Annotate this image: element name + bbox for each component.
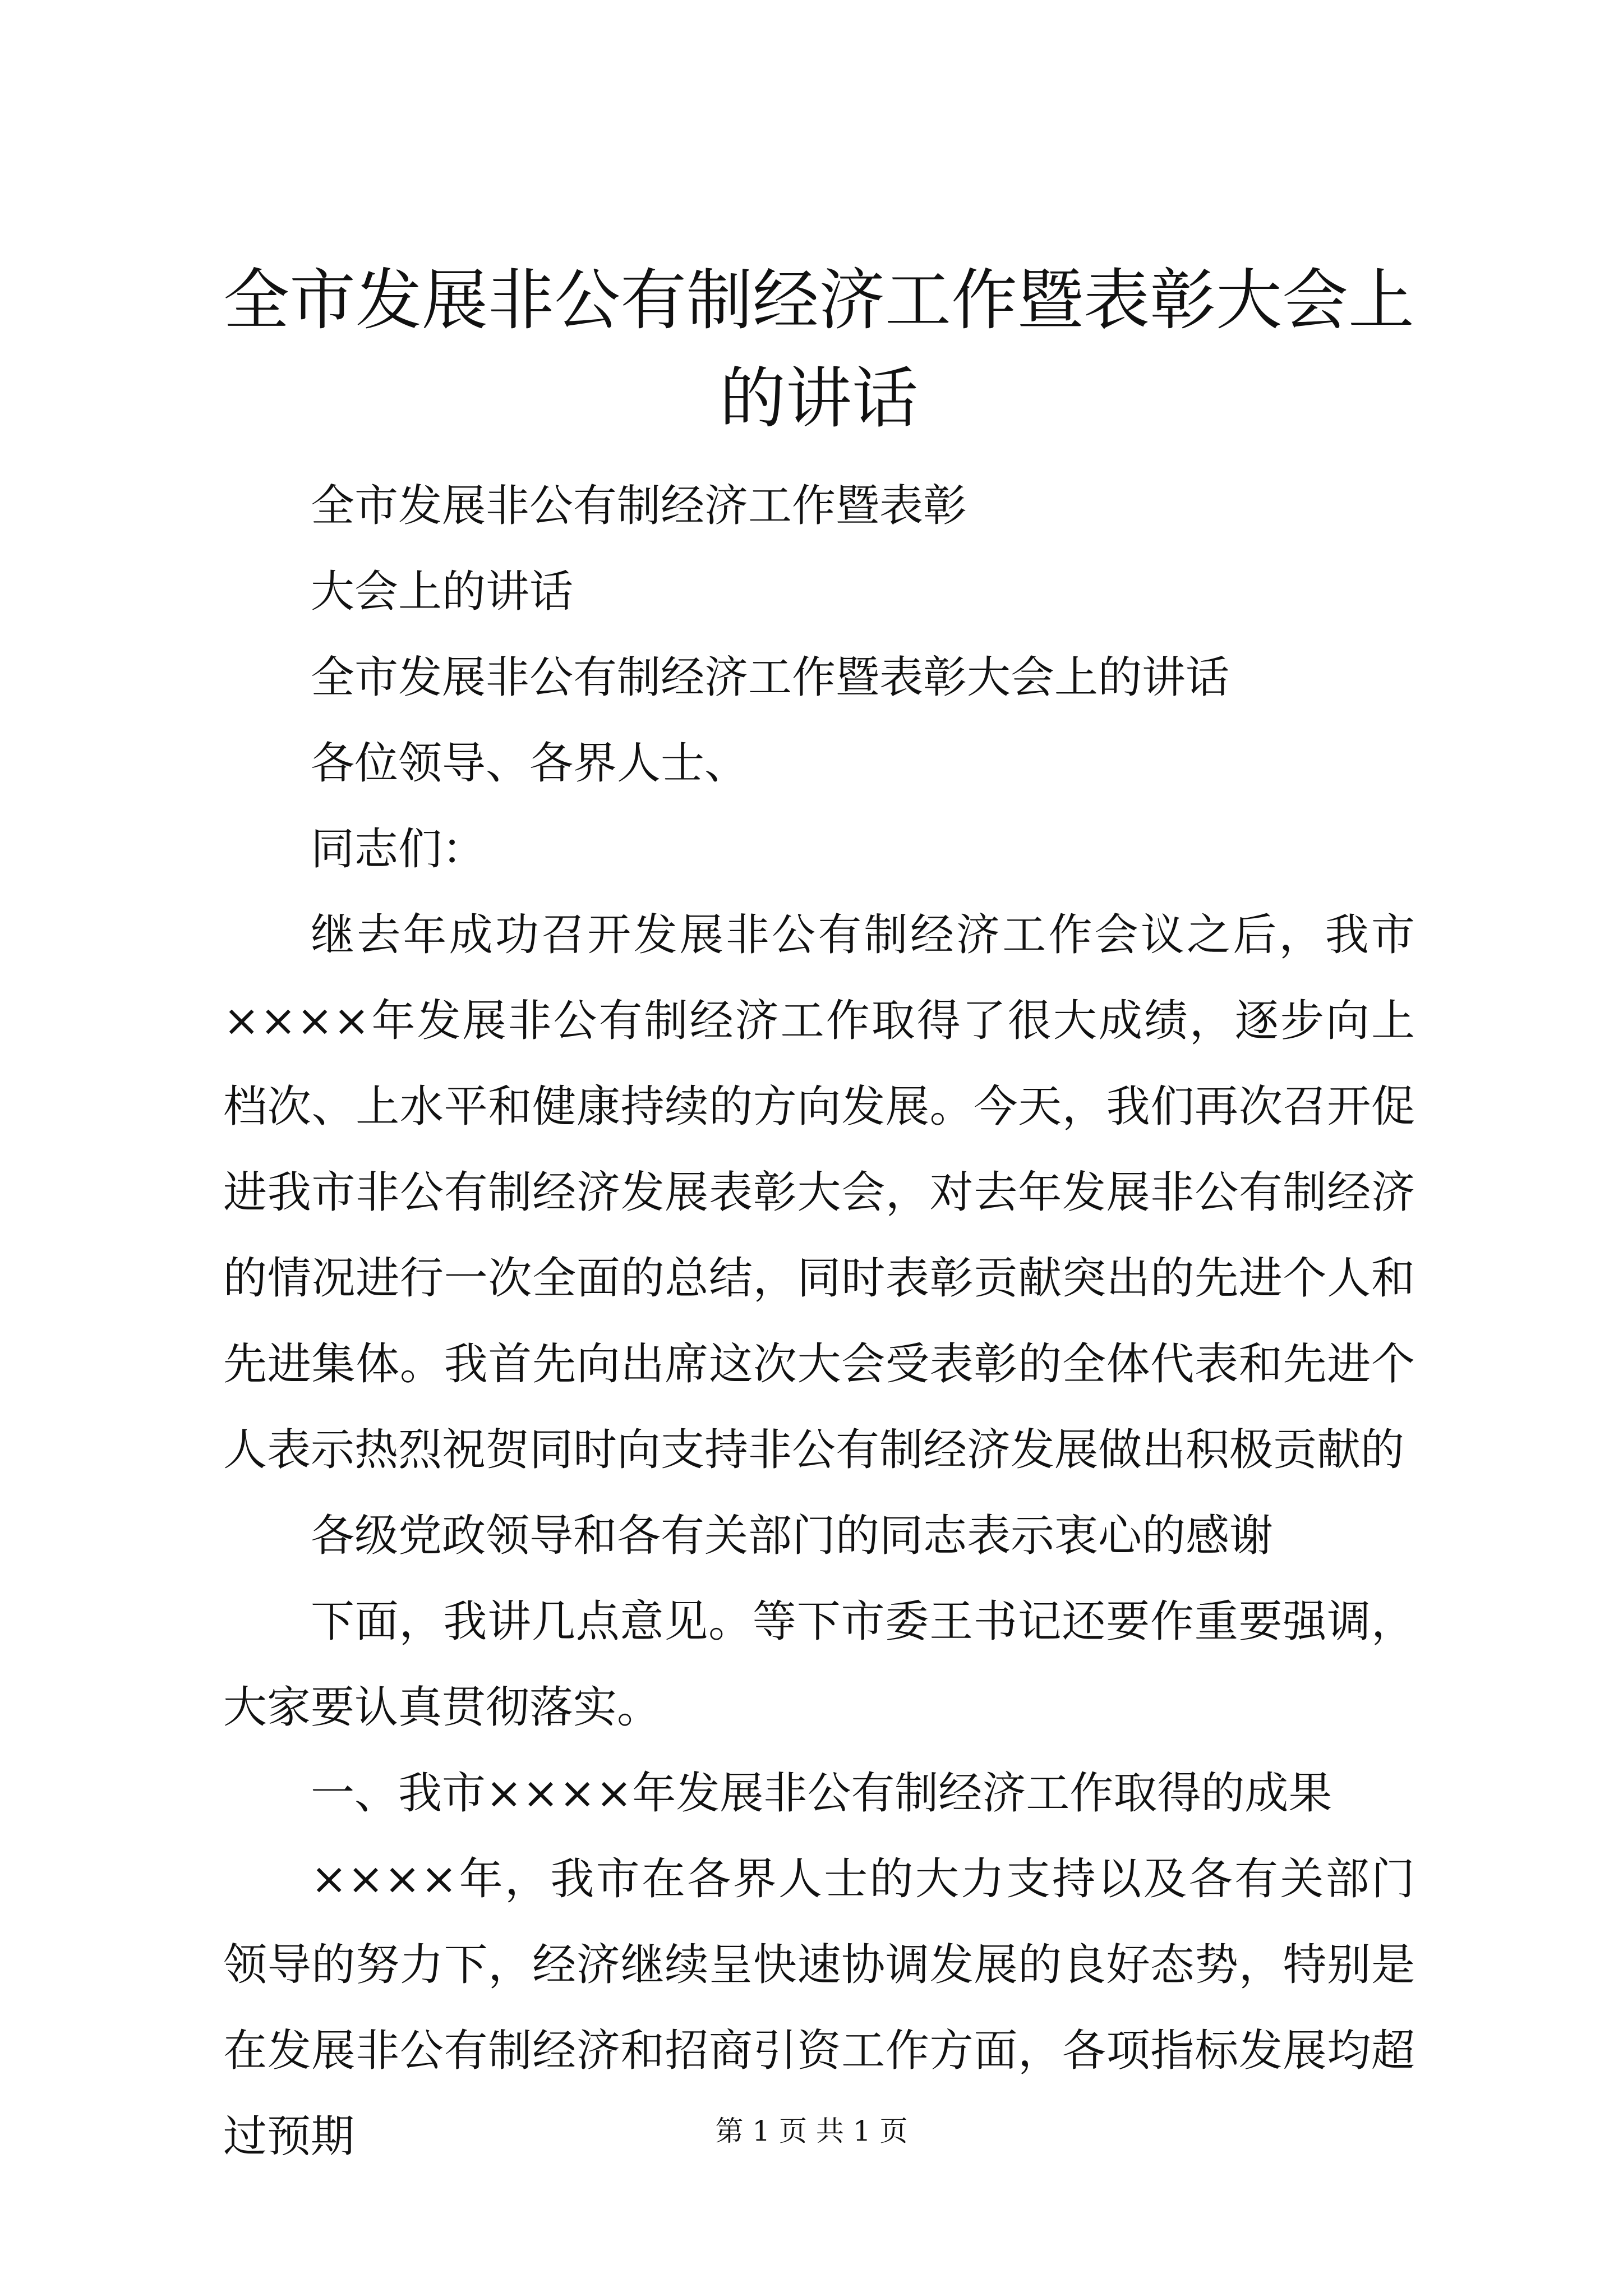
paragraph-intro: 继去年成功召开发展非公有制经济工作会议之后，我市××××年发展非公有制经济工作取得了很大成绩，逐步向上档次、上水平和健康持续的方向发展。今天，我们再次召开促进我市非公有制经济发展表彰大会，对去年发展非公有制经济的情况进行一次全面的总结，同时表彰贡献突出的先进个人和先进集体。我首先向出席这次大会受表彰的全体代表和先进个人表示热烈祝贺同时向支持非公有制经济发展做出积极贡献的 — [223, 910, 1415, 1475]
paragraph-full-heading: 全市发展非公有制经济工作暨表彰大会上的讲话 — [311, 652, 1230, 703]
paragraph-remarks: 下面，我讲几点意见。等下市委王书记还要作重要强调，大家要认真贯彻落实。 — [223, 1596, 1415, 1733]
paragraph-section-heading: 一、我市××××年发展非公有制经济工作取得的成果 — [311, 1768, 1332, 1819]
document-body — [223, 463, 1415, 2180]
paragraph-salutation-2: 同志们： — [311, 824, 486, 875]
page-footer: 第 1 页 共 1 页 — [715, 2115, 908, 2147]
paragraph-salutation-1: 各位领导、各界人士、 — [311, 738, 749, 789]
document-title: 全市发展非公有制经济工作暨表彰大会上的讲话 — [223, 261, 1414, 437]
paragraph-results: ××××年，我市在各界人士的大力支持以及各有关部门领导的努力下，经济继续呈快速协调发展的良好态势，特别是在发展非公有制经济和招商引资工作方面，各项指标发展均超过预期 — [223, 1854, 1415, 2162]
paragraph-thanks: 各级党政领导和各有关部门的同志表示衷心的感谢 — [311, 1511, 1274, 1561]
paragraph-heading-line-1: 全市发展非公有制经济工作暨表彰 — [311, 481, 967, 531]
paragraph-heading-line-2: 大会上的讲话 — [311, 567, 574, 617]
